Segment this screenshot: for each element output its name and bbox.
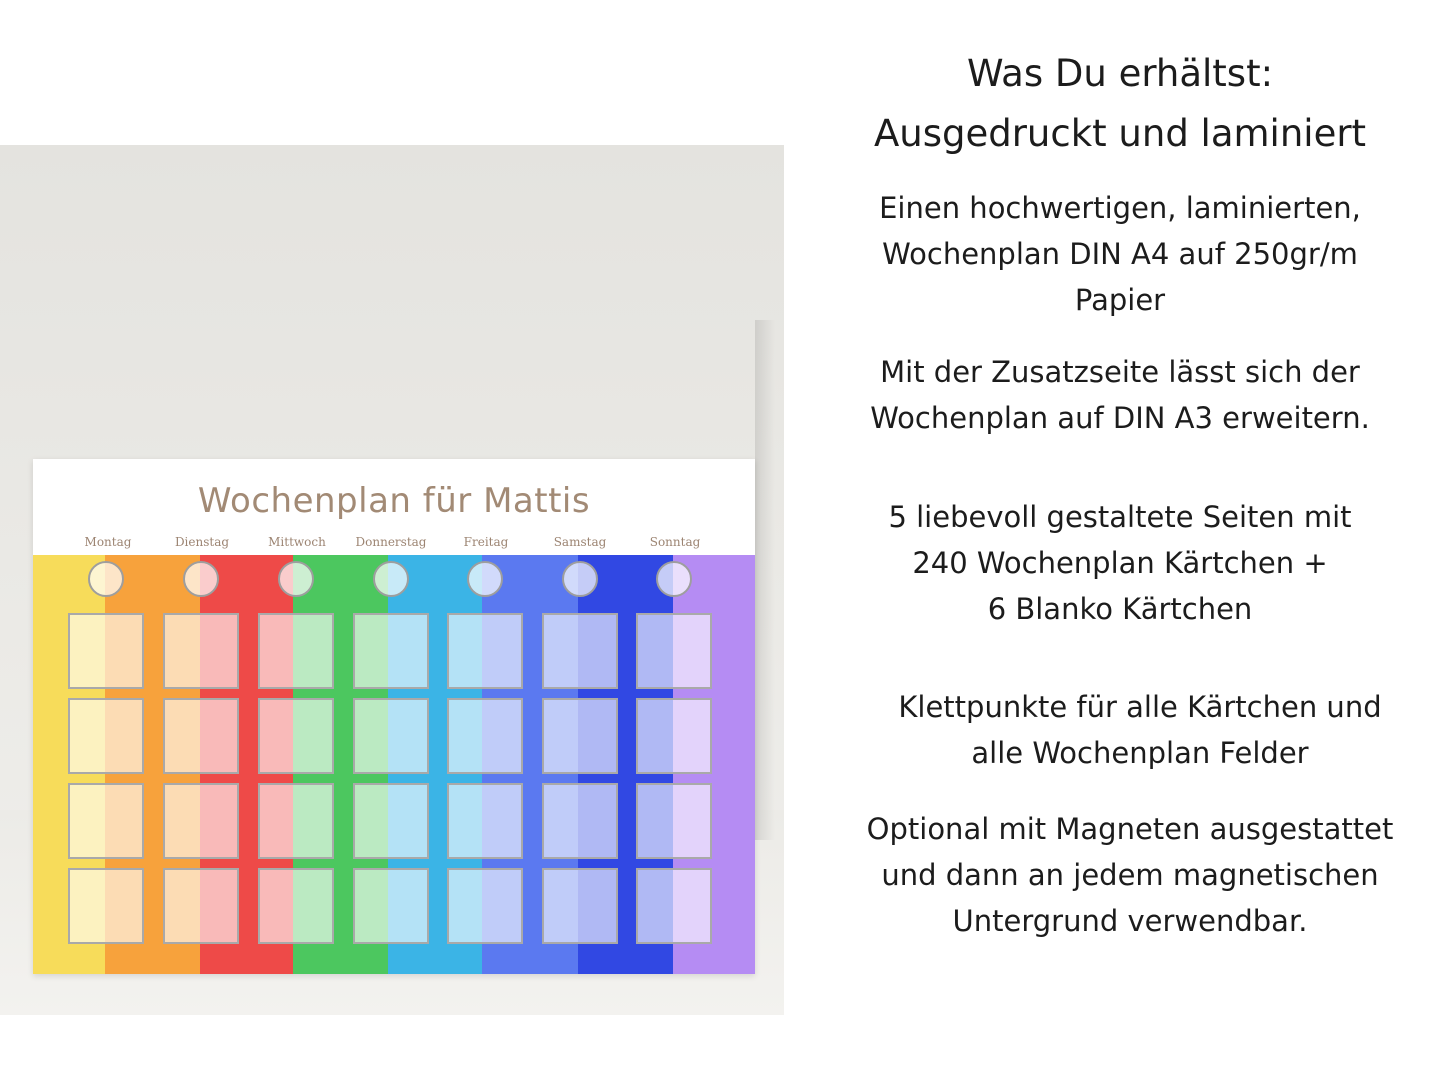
card-slot bbox=[68, 613, 144, 689]
card-slot bbox=[68, 783, 144, 859]
card-slot bbox=[258, 868, 334, 944]
card-slot bbox=[353, 698, 429, 774]
block2-line-2: Wochenplan auf DIN A3 erweitern. bbox=[870, 401, 1370, 435]
card-slot bbox=[258, 783, 334, 859]
card-slot bbox=[447, 868, 523, 944]
card-slot bbox=[68, 868, 144, 944]
day-marker-circle bbox=[656, 561, 692, 597]
day-label-wednesday: Mittwoch bbox=[268, 535, 326, 549]
block4-line-2: alle Wochenplan Felder bbox=[971, 736, 1309, 770]
day-marker-circle bbox=[373, 561, 409, 597]
card-slot bbox=[163, 613, 239, 689]
rainbow-board bbox=[33, 555, 755, 974]
day-marker-circle bbox=[183, 561, 219, 597]
day-marker-circle bbox=[278, 561, 314, 597]
card-slot bbox=[163, 698, 239, 774]
block5-line-2: und dann an jedem magnetischen bbox=[881, 858, 1379, 892]
card-slot bbox=[447, 783, 523, 859]
block1-line-3: Papier bbox=[1074, 283, 1166, 317]
day-marker-circle bbox=[467, 561, 503, 597]
day-marker-circle bbox=[88, 561, 124, 597]
card-slot bbox=[542, 698, 618, 774]
heading-line-1: Was Du erhältst: bbox=[966, 52, 1274, 95]
card-slot bbox=[353, 613, 429, 689]
card-slot bbox=[636, 613, 712, 689]
card-slot bbox=[258, 613, 334, 689]
card-slot bbox=[542, 783, 618, 859]
day-header-row bbox=[61, 535, 741, 553]
card-slot bbox=[258, 698, 334, 774]
card-slot bbox=[353, 868, 429, 944]
day-label-monday: Montag bbox=[84, 535, 132, 549]
card-slot bbox=[163, 783, 239, 859]
card-slot bbox=[636, 698, 712, 774]
block5-line-3: Untergrund verwendbar. bbox=[952, 904, 1308, 938]
block1-line-2: Wochenplan DIN A4 auf 250gr/m bbox=[882, 237, 1358, 271]
poster-title: Wochenplan für Mattis bbox=[197, 481, 591, 521]
poster-shadow bbox=[755, 320, 775, 840]
day-marker-circle bbox=[562, 561, 598, 597]
card-slot bbox=[636, 783, 712, 859]
card-slot bbox=[447, 613, 523, 689]
card-slot bbox=[353, 783, 429, 859]
day-label-friday: Freitag bbox=[463, 535, 509, 549]
card-slot bbox=[636, 868, 712, 944]
card-slot bbox=[542, 868, 618, 944]
product-description bbox=[800, 0, 1445, 1084]
block4-line-1: Klettpunkte für alle Kärtchen und bbox=[898, 690, 1382, 724]
day-label-sunday: Sonntag bbox=[649, 535, 701, 549]
day-label-saturday: Samstag bbox=[553, 535, 607, 549]
block2-line-1: Mit der Zusatzseite lässt sich der bbox=[880, 355, 1360, 389]
block3-line-3: 6 Blanko Kärtchen bbox=[987, 592, 1253, 626]
block3-line-1: 5 liebevoll gestaltete Seiten mit bbox=[888, 500, 1352, 534]
block1-line-1: Einen hochwertigen, laminierten, bbox=[879, 191, 1361, 225]
block3-line-2: 240 Wochenplan Kärtchen + bbox=[912, 546, 1328, 580]
heading-line-2: Ausgedruckt und laminiert bbox=[873, 112, 1367, 155]
card-slot bbox=[447, 698, 523, 774]
card-slot bbox=[68, 698, 144, 774]
day-label-thursday: Donnerstag bbox=[355, 535, 427, 549]
product-photo bbox=[0, 145, 784, 1015]
block5-line-1: Optional mit Magneten ausgestattet bbox=[866, 812, 1394, 846]
weekly-plan-poster bbox=[33, 459, 755, 974]
card-slot bbox=[542, 613, 618, 689]
day-label-tuesday: Dienstag bbox=[174, 535, 230, 549]
card-slot bbox=[163, 868, 239, 944]
